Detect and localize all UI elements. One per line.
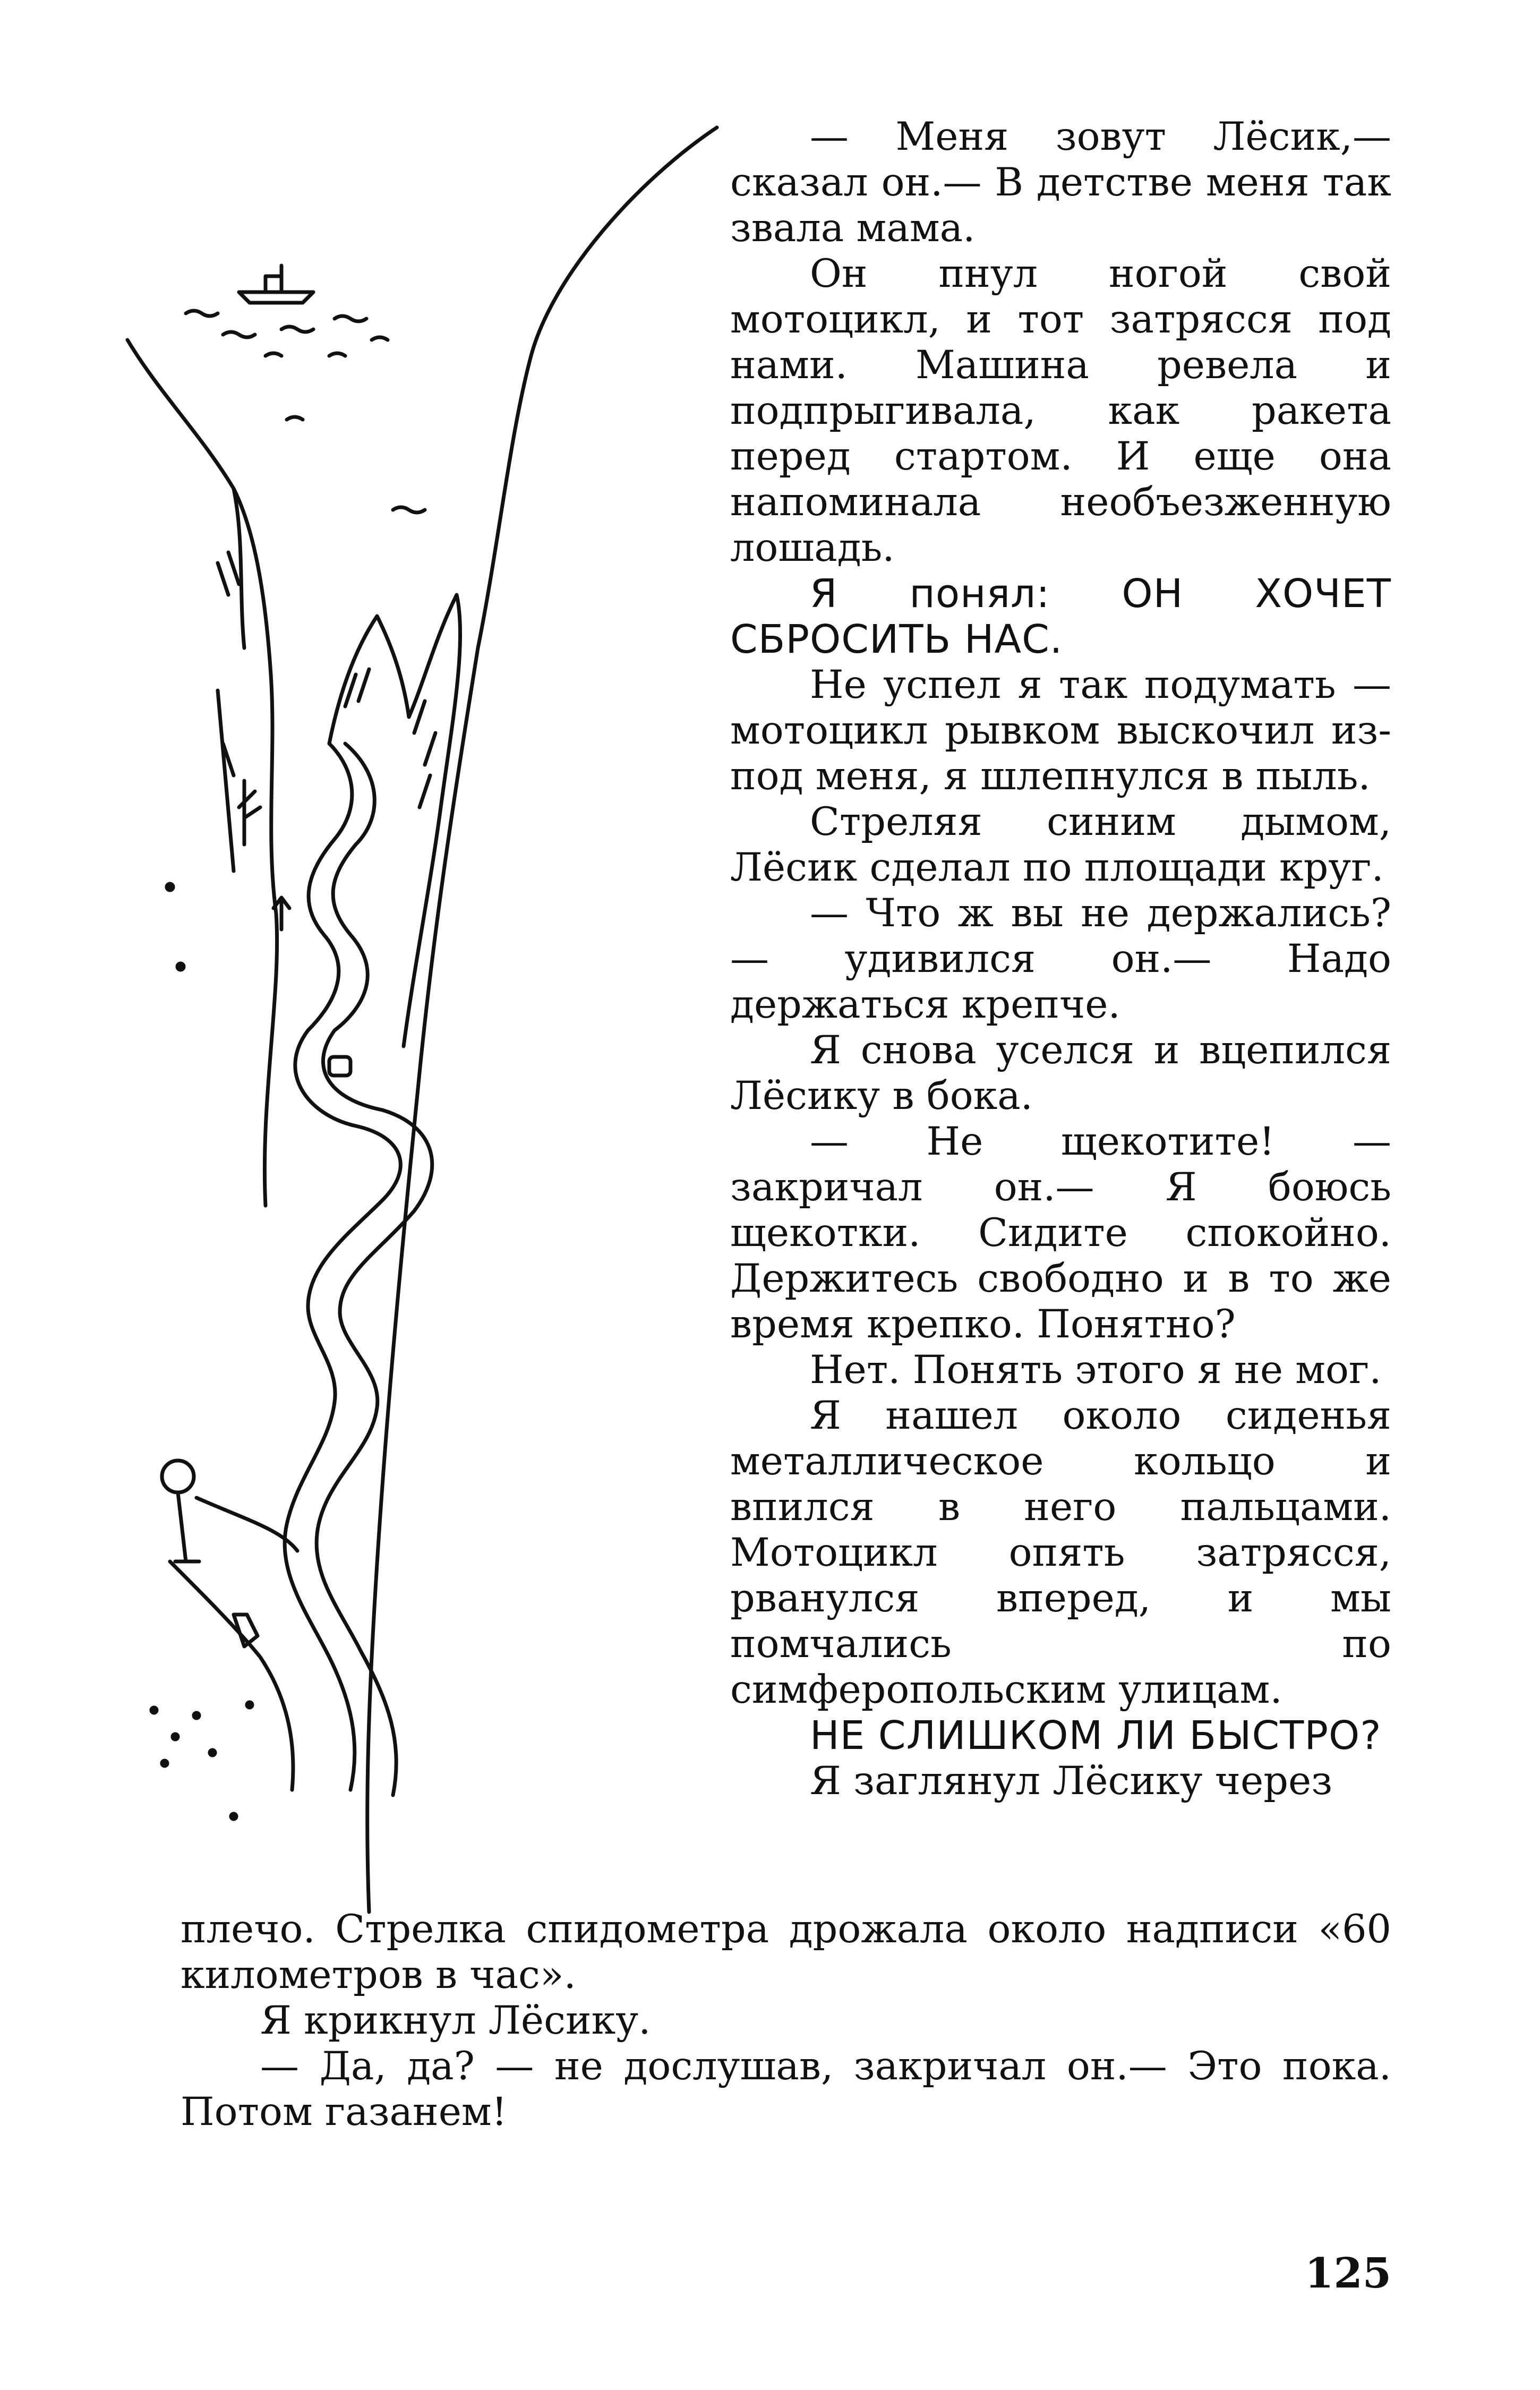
paragraph-1: — Меня зовут Лёсик,— сказал он.— В детстве меня так звала мама. xyxy=(730,114,1391,251)
paragraph-12: — Да, да? — не дослушав, закричал он.— Это пока. Потом газанем! xyxy=(181,2044,1391,2135)
paragraph-10-start: Я заглянул Лёсику через xyxy=(810,1759,1333,1804)
paragraph-9: Я нашел около сиденья металлическое кольцо и впился в него пальцами. Мотоцикл опять затрясся, рванулся вперед, и мы помчались по симферопольским улицам. xyxy=(730,1393,1391,1712)
paragraph-7: — Не щекотите! — закричал он.— Я боюсь щекотки. Сидите спокойно. Держитесь свободно и в то же время крепко. Понятно? xyxy=(730,1119,1391,1347)
paragraph-3: Не успел я так подумать — мотоцикл рывком выскочил из-под меня, я шлепнулся в пыль. xyxy=(730,662,1391,799)
paragraph-2: Он пнул ногой свой мотоцикл, и тот затрясся под нами. Машина ревела и подпрыгивала, как ракета перед стартом. И еще она напоминала необъезженную лошадь. xyxy=(730,251,1391,570)
paragraph-10-continued: плечо. Стрелка спидометра дрожала около надписи «60 километров в час». xyxy=(181,1907,1391,1998)
paragraph-6: Я снова уселся и вцепился Лёсику в бока. xyxy=(730,1028,1391,1119)
emphasized-line-1: Я понял: ОН ХОЧЕТ СБРОСИТЬ НАС. xyxy=(730,571,1391,662)
paragraph-11: Я крикнул Лёсику. xyxy=(260,1998,651,2043)
main-text-column xyxy=(730,114,1391,1804)
paragraph-8: Нет. Понять этого я не мог. xyxy=(810,1347,1382,1393)
page-number: 125 xyxy=(1305,2249,1391,2298)
mountain-road-illustration xyxy=(106,117,733,1933)
emphasized-line-2: НЕ СЛИШКОМ ЛИ БЫСТРО? xyxy=(810,1713,1382,1759)
full-width-text xyxy=(181,1907,1391,2135)
paragraph-5: — Что ж вы не держались? — удивился он.— Надо держаться крепче. xyxy=(730,891,1391,1027)
paragraph-4: Стреляя синим дымом, Лёсик сделал по площади круг. xyxy=(730,799,1391,890)
